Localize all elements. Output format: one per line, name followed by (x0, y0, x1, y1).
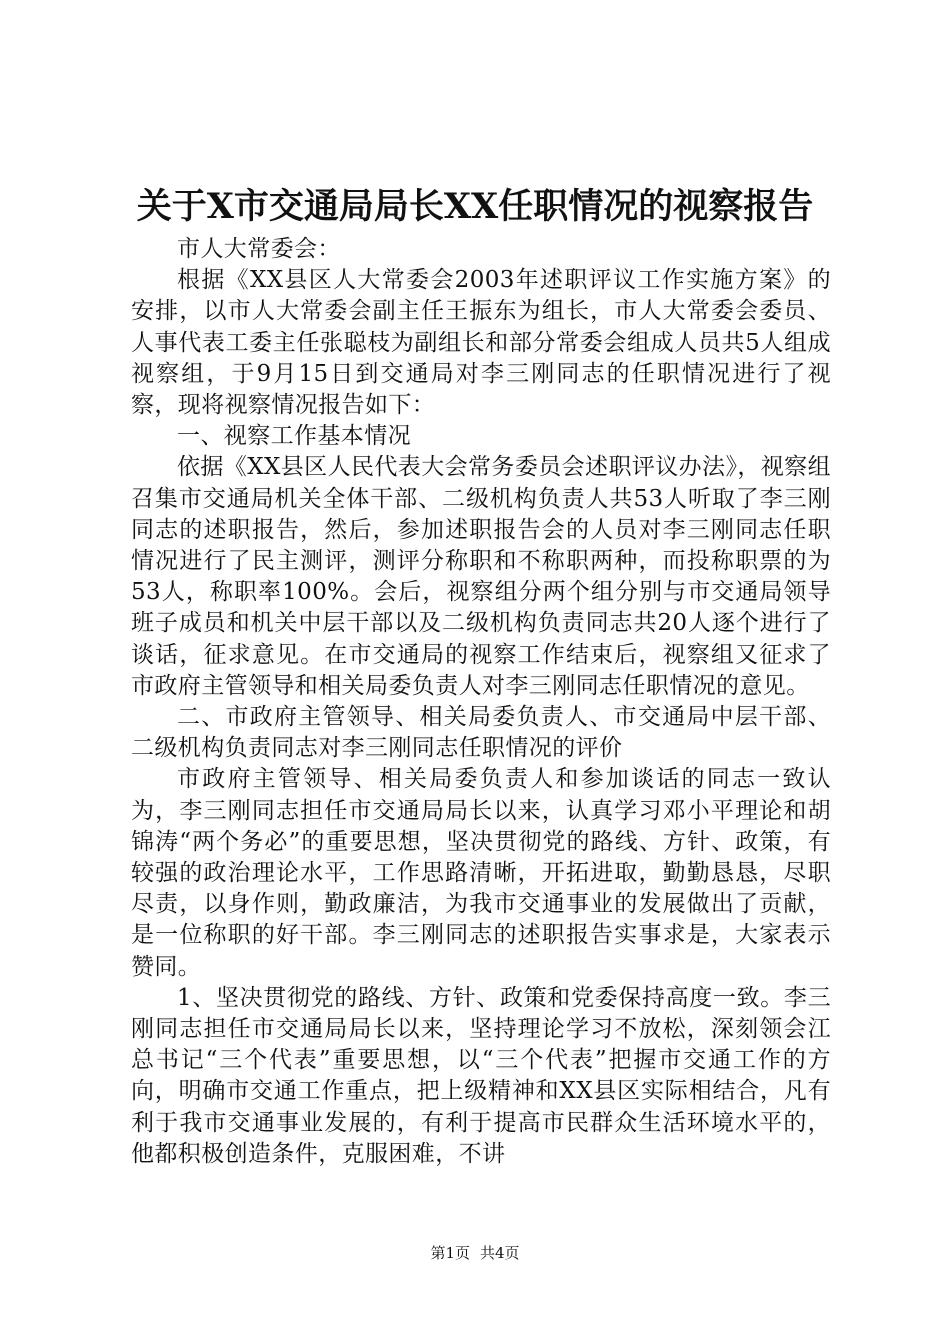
document-title: 关于X市交通局局长XX任职情况的视察报告 (136, 186, 814, 227)
document-body (131, 234, 831, 1170)
section-heading-2: 二、市政府主管领导、相关局委负责人、市交通局中层干部、二级机构负责同志对李三刚同志任职情况的评价 (131, 704, 831, 762)
salutation-paragraph: 市人大常委会： (177, 236, 341, 262)
intro-paragraph: 根据《XX县区人大常委会2003年述职评议工作实施方案》的安排，以市人大常委会副主任王振东为组长，市人大常委会委员、人事代表工委主任张聪枝为副组长和部分常委会组成人员共5人组成视察组，于9月15日到交通局对李三刚同志的任职情况进行了视察，现将视察情况报告如下： (131, 267, 831, 419)
page-footer (0, 1243, 950, 1263)
section-heading-1: 一、视察工作基本情况 (177, 423, 411, 450)
section-2-paragraph: 市政府主管领导、相关局委负责人和参加谈话的同志一致认为，李三刚同志担任市交通局局长以来，认真学习邓小平理论和胡锦涛“两个务必”的重要思想，坚决贯彻党的路线、方针、政策，有较强的政治理论水平，工作思路清晰，开拓进取，勤勤恳恳，尽职尽责，以身作则，勤政廉洁，为我市交通事业的发展做出了贡献，是一位称职的好干部。李三刚同志的述职报告实事求是，大家表示赞同。 (131, 766, 831, 980)
page-total: 共4页 (480, 1244, 520, 1262)
page-number: 第1页 (430, 1244, 470, 1262)
section-1-paragraph: 依据《XX县区人民代表大会常务委员会述职评议办法》，视察组召集市交通局机关全体干部、二级机构负责人共53人听取了李三刚同志的述职报告，然后，参加述职报告会的人员对李三刚同志任职情况进行了民主测评，测评分称职和不称职两种，而投称职票的为53人，称职率100%。会后，视察组分两个组分别与市交通局领导班子成员和机关中层干部以及二级机构负责同志共20人逐个进行了谈话，征求意见。在市交通局的视察工作结束后，视察组又征求了市政府主管领导和相关局委负责人对李三刚同志任职情况的意见。 (131, 454, 831, 699)
item-1-paragraph: 1、坚决贯彻党的路线、方针、政策和党委保持高度一致。李三刚同志担任市交通局局长以来，坚持理论学习不放松，深刻领会江总书记“三个代表”重要思想，以“三个代表”把握市交通工作的方向，明确市交通工作重点，把上级精神和XX县区实际相结合，凡有利于我市交通事业发展的，有利于提高市民群众生活环境水平的，他都积极创造条件，克服困难，不讲 (131, 984, 831, 1167)
